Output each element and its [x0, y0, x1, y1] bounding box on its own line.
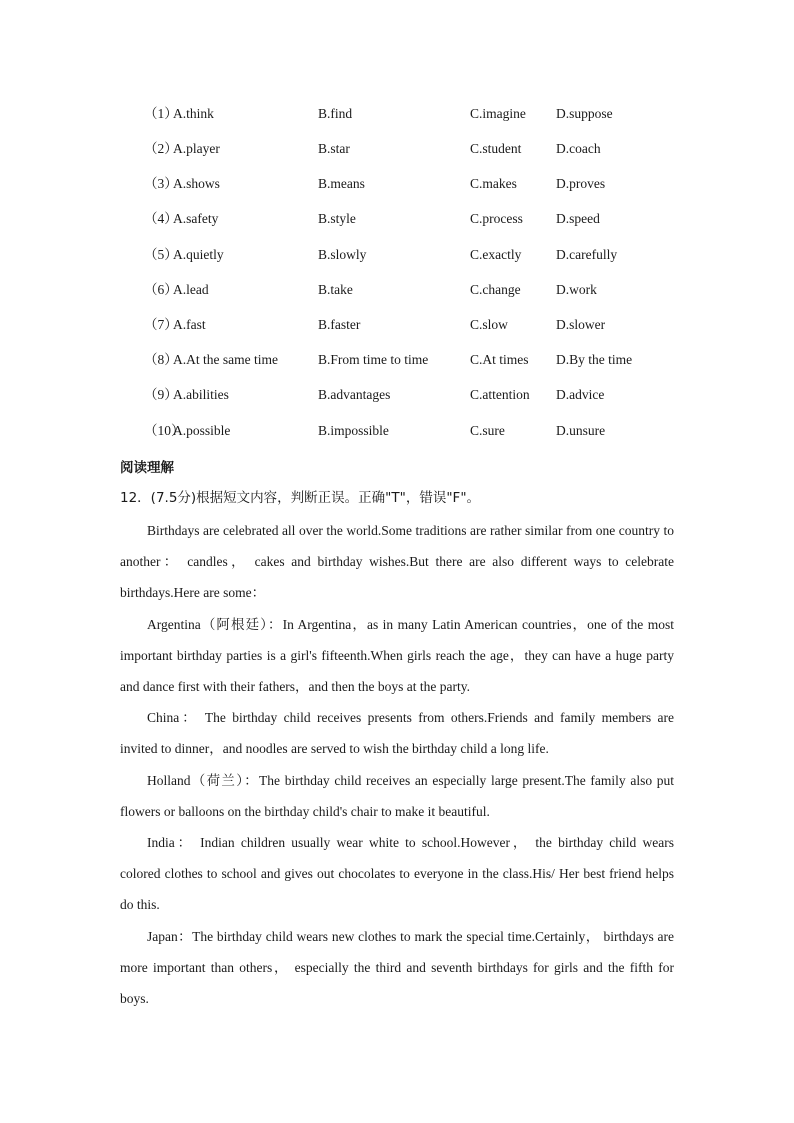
option-c: C.makes	[470, 176, 517, 191]
option-d: D.coach	[556, 141, 601, 156]
option-c: C.process	[470, 211, 523, 226]
passage-paragraph: Birthdays are celebrated all over the world.Some traditions are rather similar from one country to another： candles， cakes and birthday wishes.But there are also different ways to celebrate birthdays.Here are some：	[120, 523, 674, 601]
option-d: D.carefully	[556, 247, 618, 262]
option-a: A.abilities	[173, 387, 229, 402]
option-d: D.advice	[556, 387, 605, 402]
passage-paragraph: Holland（荷兰）：The birthday child receives an especially large present.The family also put flowers or balloons on the birthday child's chair to make it beautiful.	[120, 772, 674, 819]
passage-paragraph: Argentina（阿根廷）：In Argentina，as in many Latin American countries，one of the most important birthday parties is a girl's fifteenth.When girls reach the age，they can have a huge party and dance first with their fathers，and then the boys at the party.	[120, 616, 674, 695]
option-d: D.By the time	[556, 352, 633, 367]
option-b: B.advantages	[318, 387, 391, 402]
option-a: A.player	[173, 141, 220, 156]
question-number: （9）	[144, 387, 178, 402]
option-b: B.star	[318, 141, 350, 156]
option-b: B.impossible	[318, 423, 389, 438]
option-b: B.faster	[318, 317, 361, 332]
question-number: （7）	[144, 317, 178, 332]
passage-paragraph: India： Indian children usually wear white to school.However， the birthday child wears colored clothes to school and gives out chocolates to everyone in the class.His/ Her best friend helps do this.	[120, 835, 674, 913]
section-title: 阅读理解	[120, 460, 174, 476]
question-prompt: 12．(7.5分)根据短文内容，判断正误。正确"T"，错误"F"。	[120, 490, 481, 506]
option-c: C.At times	[470, 352, 529, 367]
option-b: B.slowly	[318, 247, 367, 262]
option-c: C.exactly	[470, 247, 522, 262]
question-number: （1）	[144, 106, 178, 121]
option-b: B.take	[318, 282, 353, 297]
option-c: C.attention	[470, 387, 530, 402]
option-b: B.find	[318, 106, 353, 121]
option-a: A.fast	[173, 317, 206, 332]
option-c: C.change	[470, 282, 521, 297]
question-number: （6）	[144, 282, 178, 297]
option-d: D.slower	[556, 317, 606, 332]
option-d: D.proves	[556, 176, 606, 191]
passage-paragraph: China： The birthday child receives presents from others.Friends and family members are invited to dinner，and noodles are served to wish the birthday child a long life.	[120, 710, 674, 757]
option-c: C.slow	[470, 317, 508, 332]
passage-paragraph: Japan：The birthday child wears new clothes to mark the special time.Certainly， birthdays are more important than others， especially the third and seventh birthdays for girls and the fifth for boys.	[120, 928, 674, 1007]
option-b: B.From time to time	[318, 352, 429, 367]
option-c: C.sure	[470, 423, 505, 438]
option-a: A.possible	[173, 423, 231, 438]
question-number: （10）	[144, 423, 185, 438]
question-number: （4）	[144, 211, 178, 226]
option-c: C.student	[470, 141, 522, 156]
option-d: D.unsure	[556, 423, 606, 438]
option-c: C.imagine	[470, 106, 526, 121]
option-a: A.think	[173, 106, 214, 121]
question-number: （2）	[144, 141, 178, 156]
option-a: A.safety	[173, 211, 219, 226]
question-number: （3）	[144, 176, 178, 191]
option-a: A.quietly	[173, 247, 224, 262]
option-b: B.style	[318, 211, 356, 226]
reading-passage	[120, 515, 674, 1014]
option-a: A.shows	[173, 176, 220, 191]
option-a: A.At the same time	[173, 352, 278, 367]
question-number: （8）	[144, 352, 178, 367]
option-b: B.means	[318, 176, 365, 191]
option-d: D.suppose	[556, 106, 613, 121]
option-d: D.speed	[556, 211, 600, 226]
option-a: A.lead	[173, 282, 209, 297]
option-d: D.work	[556, 282, 597, 297]
question-number: （5）	[144, 247, 178, 262]
